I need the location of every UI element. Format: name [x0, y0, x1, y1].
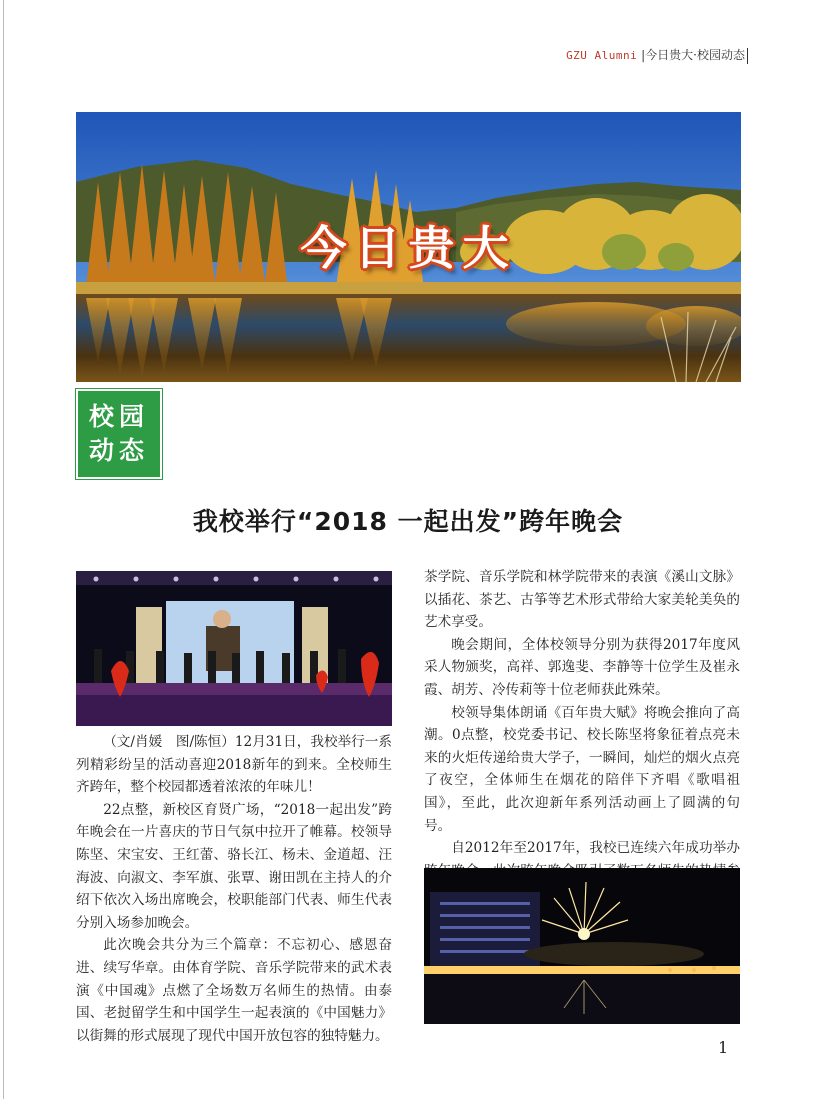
article-paragraph-4: 晚会期间，全体校领导分别为获得2017年度风采人物颁奖，高祥、郭逸斐、李静等十位学生及崔永霞、胡芳、冷传莉等十位老师获此殊荣。 [424, 636, 740, 698]
fireworks-photo [424, 868, 740, 1024]
article-paragraph-5: 校领导集体朗诵《百年贵大赋》将晚会推向了高潮。0点整，校党委书记、校长陈坚将象征着点亮未来的火炬传递给贵大学子，一瞬间，灿烂的烟火点亮了夜空，全体师生在烟花的陪伴下齐唱《歌唱祖国》，至此，此次迎新年系列活动画上了圆满的句号。 [424, 704, 740, 834]
section-tag-line-1: 校园 [88, 402, 149, 431]
stage-performance-image [76, 571, 392, 726]
article-paragraph-6: 自2012年至2017年，我校已连续六年成功举办 [451, 840, 740, 857]
header-section: 今日贵大·校园动态 [645, 48, 745, 62]
section-tag [76, 389, 162, 479]
article-column-left [76, 731, 392, 1047]
night-fireworks-image [424, 868, 740, 1024]
running-header [566, 46, 748, 64]
banner-title: 今日贵大 [300, 221, 517, 275]
header-end-bar [747, 48, 748, 64]
stage-photo [76, 571, 392, 726]
article-column-right [424, 566, 740, 905]
article-paragraph-3-continued: 茶学院、音乐学院和林学院带来的表演《溪山文脉》以插花、茶艺、古筝等艺术形式带给大家美轮美奂的艺术享受。 [424, 569, 740, 631]
section-tag-line-2: 动态 [88, 436, 149, 465]
article-title: 我校举行“2018 一起出发”跨年晚会 [192, 507, 624, 536]
article-paragraph-3: 此次晚会共分为三个篇章：不忘初心、感恩奋进、续写华章。由体育学院、音乐学院带来的武术表演《中国魂》点燃了全场数万名师生的热情。由泰国、老挝留学生和中国学生一起表演的《中国魅力》以街舞的形式展现了现代中国开放包容的独特魅力。 [76, 937, 392, 1044]
article-paragraph-1: （文/肖媛 图/陈恒）12月31日，我校举行一系列精彩纷呈的活动喜迎2018新年的到来。全校师生齐跨年，整个校园都透着浓浓的年味儿！ [76, 734, 392, 796]
banner-image [76, 112, 741, 382]
page-edge-rule [3, 0, 4, 1099]
header-separator: | [641, 48, 646, 62]
header-alumni: GZU Alumni [566, 49, 638, 62]
page-number: 1 [718, 1038, 729, 1057]
article-paragraph-2: 22点整，新校区育贤广场，“2018一起出发”跨年晚会在一片喜庆的节日气氛中拉开了帷幕。校领导陈坚、宋宝安、王红蕾、骆长江、杨未、金道超、汪海波、向淑文、李军旗、张覃、谢田凯在主持人的介绍下依次入场出席晚会，校职能部门代表、师生代表分别入场参加晚会。 [76, 801, 392, 931]
